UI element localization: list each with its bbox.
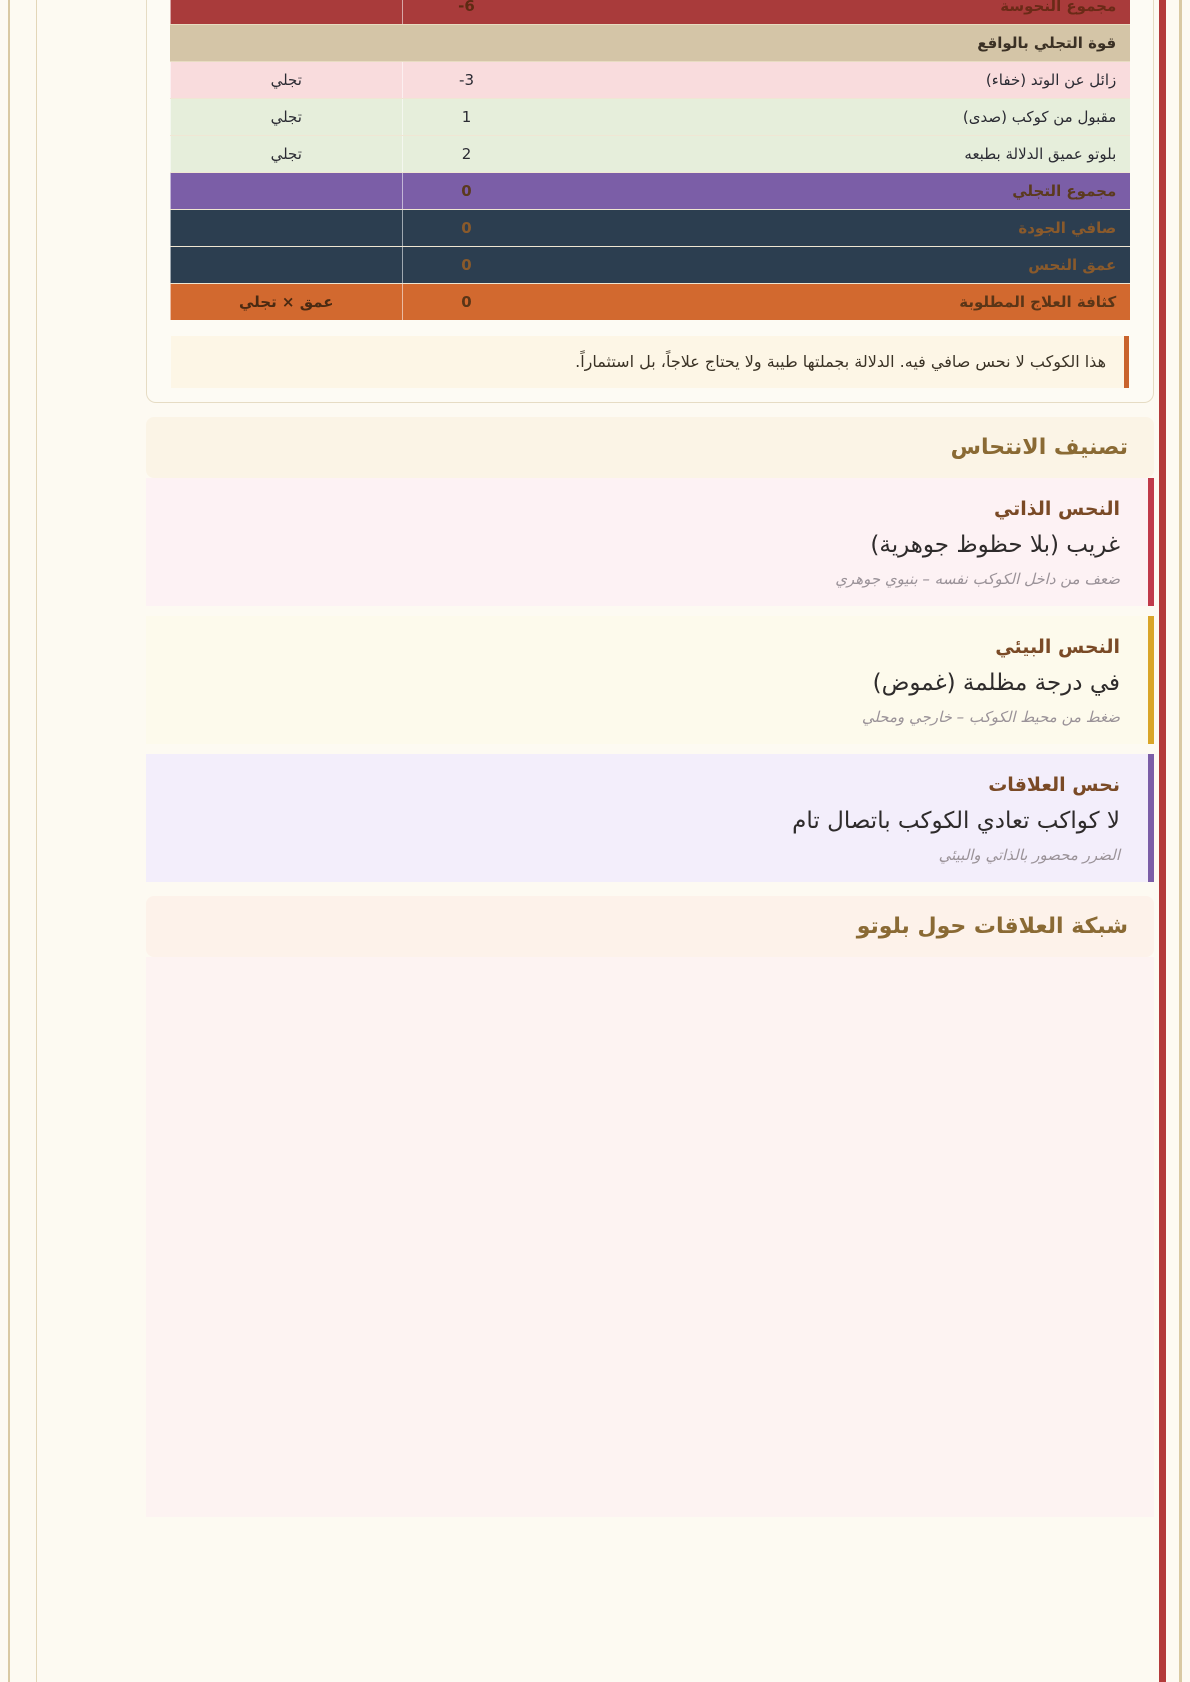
card-divider <box>146 606 1154 616</box>
row-label: صافي الجودة <box>530 210 1130 247</box>
table-row <box>170 136 1130 173</box>
row-label: عمق النحس <box>530 247 1130 284</box>
row-label: مقبول من كوكب (صدى) <box>530 99 1130 136</box>
card-title: النحس البيئي <box>995 636 1120 658</box>
row-value: 0 <box>402 173 530 210</box>
card-description: ضغط من محيط الكوكب – خارجي ومحلي <box>861 708 1120 726</box>
card-value: لا كواكب تعادي الكوكب باتصال تام <box>792 808 1120 834</box>
row-label: بلوتو عميق الدلالة بطبعه <box>530 136 1130 173</box>
row-tag <box>170 210 402 247</box>
card-title: النحس الذاتي <box>993 498 1120 520</box>
table-row <box>170 99 1130 136</box>
row-tag: عمق × تجلي <box>170 284 402 321</box>
classification-card-relations <box>146 754 1154 882</box>
row-value: 0 <box>402 210 530 247</box>
row-label: مجموع التجلي <box>530 173 1130 210</box>
table-section-header-row <box>170 25 1130 62</box>
table-row-net-quality <box>170 210 1130 247</box>
section-heading-classification: تصنيف الانتحاس <box>146 417 1154 478</box>
table-row-total-tajalli <box>170 173 1130 210</box>
section-header-label: قوة التجلي بالواقع <box>170 25 1130 62</box>
row-label: مجموع النحوسة <box>530 0 1130 25</box>
section-heading-network: شبكة العلاقات حول بلوتو <box>146 896 1154 957</box>
frame-rail-right-outer <box>1179 0 1182 1682</box>
row-tag: تجلي <box>170 136 402 173</box>
card-value: غريب (بلا حظوظ جوهرية) <box>870 532 1120 558</box>
card-description: الضرر محصور بالذاتي والبيئي <box>938 846 1120 864</box>
score-table <box>170 0 1131 320</box>
row-label: كثافة العلاج المطلوبة <box>530 284 1130 321</box>
table-note-callout: هذا الكوكب لا نحس صافي فيه. الدلالة بجملتها طيبة ولا يحتاج علاجاً، بل استثماراً. <box>171 336 1129 388</box>
row-value: 0 <box>402 284 530 321</box>
score-table-card <box>146 0 1154 403</box>
table-row-treatment-density <box>170 284 1130 321</box>
row-tag <box>170 0 402 25</box>
row-tag <box>170 173 402 210</box>
table-row <box>170 0 1130 25</box>
row-tag: تجلي <box>170 62 402 99</box>
frame-rail-left-inner <box>36 0 37 1682</box>
card-description: ضعف من داخل الكوكب نفسه – بنيوي جوهري <box>835 570 1120 588</box>
row-value: 1 <box>402 99 530 136</box>
row-label: زائل عن الوتد (خفاء) <box>530 62 1130 99</box>
relationship-network-canvas <box>146 957 1154 1517</box>
row-tag <box>170 247 402 284</box>
table-row <box>170 62 1130 99</box>
classification-card-self <box>146 478 1154 606</box>
card-title: نحس العلاقات <box>988 774 1120 796</box>
frame-rail-left-outer <box>8 0 10 1682</box>
classification-card-environmental <box>146 616 1154 744</box>
table-row-nahs-depth <box>170 247 1130 284</box>
row-value: 3- <box>402 62 530 99</box>
row-value: 2 <box>402 136 530 173</box>
frame-rail-right-accent <box>1159 0 1166 1682</box>
row-value: 6- <box>402 0 530 25</box>
document-content <box>146 0 1154 1517</box>
card-value: في درجة مظلمة (غموض) <box>872 670 1120 696</box>
row-tag: تجلي <box>170 99 402 136</box>
card-divider <box>146 744 1154 754</box>
row-value: 0 <box>402 247 530 284</box>
